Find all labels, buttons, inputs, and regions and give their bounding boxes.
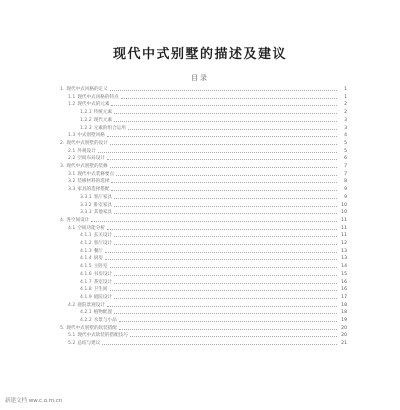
toc-entry-number: 1.2.3 (80, 125, 92, 131)
toc-entry[interactable] (80, 308, 347, 315)
toc-entry[interactable] (80, 239, 347, 246)
toc-entry-label: 现代中式别墅的软装搭配 (66, 325, 117, 331)
toc-entry[interactable] (68, 170, 347, 177)
toc-entry[interactable] (68, 177, 347, 184)
toc-leader-dots (98, 152, 337, 153)
toc-entry-page-number: 13 (341, 256, 347, 262)
toc-entry-number: 4.1 (68, 225, 76, 231)
toc-leader-dots (107, 306, 337, 307)
toc-entry[interactable] (80, 231, 347, 238)
toc-entry[interactable] (60, 324, 347, 331)
toc-leader-dots (110, 144, 337, 145)
toc-entry[interactable] (68, 93, 347, 100)
toc-entry-page-number: 2 (344, 102, 347, 108)
toc-leader-dots (110, 290, 338, 291)
toc-entry[interactable] (60, 139, 347, 146)
toc-entry-number: 1.2 (68, 102, 76, 108)
toc-entry-label: 卧室家具 (93, 202, 113, 208)
toc-leader-dots (105, 252, 337, 253)
toc-entry[interactable] (80, 208, 347, 215)
toc-entry-page-number: 21 (341, 341, 347, 347)
toc-entry-label: 卫生间 (93, 287, 108, 293)
toc-entry[interactable] (80, 124, 347, 131)
toc-entry-number: 3. (60, 164, 65, 169)
footer-watermark: 新建文档 ww.c.o.m.cn (5, 398, 63, 404)
toc-entry-label: 客厅家具 (93, 194, 113, 200)
toc-entry-number: 1. (60, 87, 65, 92)
toc-entry-label: 现代中式装修要点 (77, 171, 115, 177)
toc-entry[interactable] (80, 247, 347, 254)
toc-leader-dots (114, 244, 337, 245)
toc-entry-label: 水景与小品 (93, 318, 117, 323)
toc-entry-number: 3.3 (68, 187, 76, 193)
toc-entry-page-number: 7 (344, 164, 347, 169)
toc-leader-dots (114, 275, 337, 276)
toc-entry-page-number: 16 (341, 287, 347, 293)
toc-entry-number: 4.1.3 (80, 248, 92, 254)
toc-entry-page-number: 3 (344, 117, 347, 123)
toc-entry-page-number: 5 (344, 148, 347, 154)
toc-leader-dots (130, 336, 337, 337)
toc-entry-label: 茶室设计 (93, 279, 113, 285)
toc-entry-label: 现代中式风格的定义 (66, 87, 108, 92)
toc-entry-page-number: 18 (341, 302, 347, 308)
toc-entry[interactable] (68, 131, 347, 138)
toc-entry-label: 现代中式风格的特点 (77, 94, 119, 100)
toc-entry-page-number: 14 (341, 264, 347, 270)
toc-entry-page-number: 13 (341, 248, 347, 254)
toc-entry-page-number: 9 (344, 194, 347, 200)
toc-entry[interactable] (80, 262, 347, 269)
toc-entry[interactable] (60, 162, 347, 169)
toc-entry-page-number: 18 (341, 310, 347, 316)
toc-leader-dots (114, 213, 337, 214)
toc-entry-label: 现代中式别墅的设计 (66, 140, 108, 146)
toc-entry-page-number: 11 (341, 233, 347, 239)
toc-entry-number: 4.2 (68, 302, 76, 308)
toc-entry-page-number: 8 (344, 179, 347, 185)
toc-entry[interactable] (80, 116, 347, 123)
toc-entry-page-number: 19 (341, 318, 347, 323)
toc-entry-page-number: 20 (341, 325, 347, 331)
toc-entry[interactable] (80, 285, 347, 292)
toc-leader-dots (119, 329, 337, 330)
toc-entry-number: 5. (60, 325, 65, 331)
toc-entry-number: 4.1.7 (80, 279, 92, 285)
toc-leader-dots (121, 98, 337, 99)
toc-entry-page-number: 1 (344, 87, 347, 92)
toc-entry[interactable] (68, 339, 347, 346)
toc-entry-page-number: 5 (344, 140, 347, 146)
toc-entry-page-number: 4 (344, 133, 347, 139)
toc-entry[interactable] (68, 301, 347, 308)
toc-entry[interactable] (80, 270, 347, 277)
toc-leader-dots (119, 321, 337, 322)
toc-entry-number: 4. (60, 217, 65, 223)
toc-entry-page-number: 12 (341, 241, 347, 246)
toc-leader-dots (102, 344, 337, 345)
toc-leader-dots (111, 190, 337, 191)
toc-leader-dots (110, 90, 337, 91)
toc-entry-number: 4.1.8 (80, 287, 92, 293)
toc-entry[interactable] (80, 293, 347, 300)
toc-entry-label: 中式别墅风格 (77, 133, 105, 139)
toc-entry-page-number: 3 (344, 125, 347, 131)
toc-leader-dots (128, 129, 337, 130)
toc-entry-page-number: 9 (344, 187, 347, 193)
toc-leader-dots (114, 198, 337, 199)
toc-entry-label: 其他家具 (93, 210, 113, 216)
toc-entry-label: 家具的选择搭配 (77, 187, 110, 193)
toc-entry-number: 5.1 (68, 333, 76, 339)
toc-entry-number: 3.3.3 (80, 210, 92, 216)
toc-entry-page-number: 1 (344, 94, 347, 100)
toc-entry[interactable] (80, 316, 347, 323)
toc-entry-number: 4.1.5 (80, 264, 92, 270)
toc-entry[interactable] (68, 147, 347, 154)
toc-entry[interactable] (68, 331, 347, 338)
toc-entry-number: 4.1.9 (80, 294, 92, 300)
toc-entry-label: 各空间设计 (66, 217, 90, 223)
toc-leader-dots (114, 236, 337, 237)
toc-entry-label: 空间布局设计 (77, 156, 105, 162)
toc-entry-label: 客厅设计 (93, 241, 113, 246)
toc-leader-dots (110, 167, 337, 168)
toc-entry[interactable] (68, 154, 347, 161)
toc-leader-dots (105, 259, 337, 260)
toc-entry-label: 植物配置 (93, 310, 113, 316)
toc-entry-label: 现代中式的元素 (77, 102, 110, 108)
toc-entry-page-number: 16 (341, 279, 347, 285)
toc-leader-dots (114, 121, 337, 122)
toc-entry-label: 传统元素 (93, 110, 113, 116)
toc-entry[interactable] (68, 224, 347, 231)
toc-leader-dots (114, 113, 337, 114)
toc-entry-label: 玄关设计 (93, 233, 113, 239)
toc-entry-number: 3.1 (68, 171, 76, 177)
toc-entry[interactable] (60, 85, 347, 92)
toc-entry-page-number: 10 (341, 202, 347, 208)
toc-entry-page-number: 2 (344, 110, 347, 116)
toc-entry-label: 现代元素 (93, 117, 113, 123)
toc-leader-dots (114, 298, 337, 299)
toc-leader-dots (116, 175, 337, 176)
toc-leader-dots (110, 267, 338, 268)
toc-entry[interactable] (80, 201, 347, 208)
toc-entry-label: 厨房 (93, 256, 103, 262)
toc-entry-label: 庭院设计 (93, 294, 113, 300)
toc-entry[interactable] (80, 254, 347, 261)
toc-entry-label: 庭院景观设计 (77, 302, 105, 308)
toc-leader-dots (114, 206, 337, 207)
toc-entry[interactable] (60, 216, 347, 223)
toc-leader-dots (91, 221, 337, 222)
toc-entry[interactable] (68, 100, 347, 107)
toc-entry-number: 4.2.1 (80, 310, 92, 316)
toc-entry-number: 4.2.2 (80, 318, 92, 323)
toc-entry-page-number: 11 (341, 225, 347, 231)
toc-leader-dots (111, 182, 337, 183)
toc-entry-number: 3.2 (68, 179, 76, 185)
toc-leader-dots (111, 105, 337, 106)
toc-entry-page-number: 6 (344, 156, 347, 162)
table-of-contents (0, 85, 400, 355)
toc-entry-number: 1.1 (68, 94, 76, 100)
toc-heading: 目录 (191, 74, 209, 82)
toc-entry-number: 3.3.2 (80, 202, 92, 208)
toc-entry-number: 1.3 (68, 133, 76, 139)
toc-entry-page-number: 10 (341, 210, 347, 216)
document-title: 现代中式别墅的描述及建议 (112, 47, 287, 62)
toc-entry-number: 2.1 (68, 148, 76, 154)
toc-entry-page-number: 15 (341, 271, 347, 277)
toc-entry-number: 5.2 (68, 341, 76, 347)
toc-entry-page-number: 17 (341, 294, 347, 300)
toc-entry-label: 餐厅 (93, 248, 103, 254)
toc-leader-dots (114, 313, 337, 314)
toc-entry-number: 4.1.2 (80, 241, 92, 246)
toc-entry-number: 4.1.6 (80, 271, 92, 277)
toc-entry-number: 1.2.1 (80, 110, 92, 116)
toc-entry-number: 2. (60, 140, 65, 146)
toc-leader-dots (107, 159, 337, 160)
toc-entry-page-number: 20 (341, 333, 347, 339)
toc-entry[interactable] (68, 185, 347, 192)
toc-entry-label: 现代中式别墅的装修 (66, 164, 108, 169)
toc-leader-dots (114, 283, 337, 284)
toc-entry-label: 现代中式软装的搭配技巧 (77, 333, 128, 339)
toc-entry-label: 总结与建议 (77, 341, 101, 347)
toc-entry-label: 外观设计 (77, 148, 96, 154)
toc-leader-dots (107, 229, 337, 230)
toc-entry-number: 2.2 (68, 156, 76, 162)
toc-entry-number: 4.1.1 (80, 233, 92, 239)
toc-entry-label: 元素的组合运用 (93, 125, 126, 131)
toc-entry-page-number: 7 (344, 171, 347, 177)
toc-entry[interactable] (80, 278, 347, 285)
toc-entry-label: 空间功能分析 (77, 225, 105, 231)
toc-entry-number: 4.1.4 (80, 256, 92, 262)
toc-entry-label: 装修材料的选择 (77, 179, 110, 185)
toc-entry-label: 书房设计 (93, 271, 113, 277)
toc-entry[interactable] (80, 193, 347, 200)
toc-entry-label: 主卧室 (93, 264, 108, 270)
toc-entry-number: 3.3.1 (80, 194, 92, 200)
toc-entry-page-number: 11 (341, 217, 347, 223)
toc-leader-dots (107, 136, 337, 137)
toc-entry-number: 1.2.2 (80, 117, 92, 123)
toc-entry[interactable] (80, 108, 347, 115)
